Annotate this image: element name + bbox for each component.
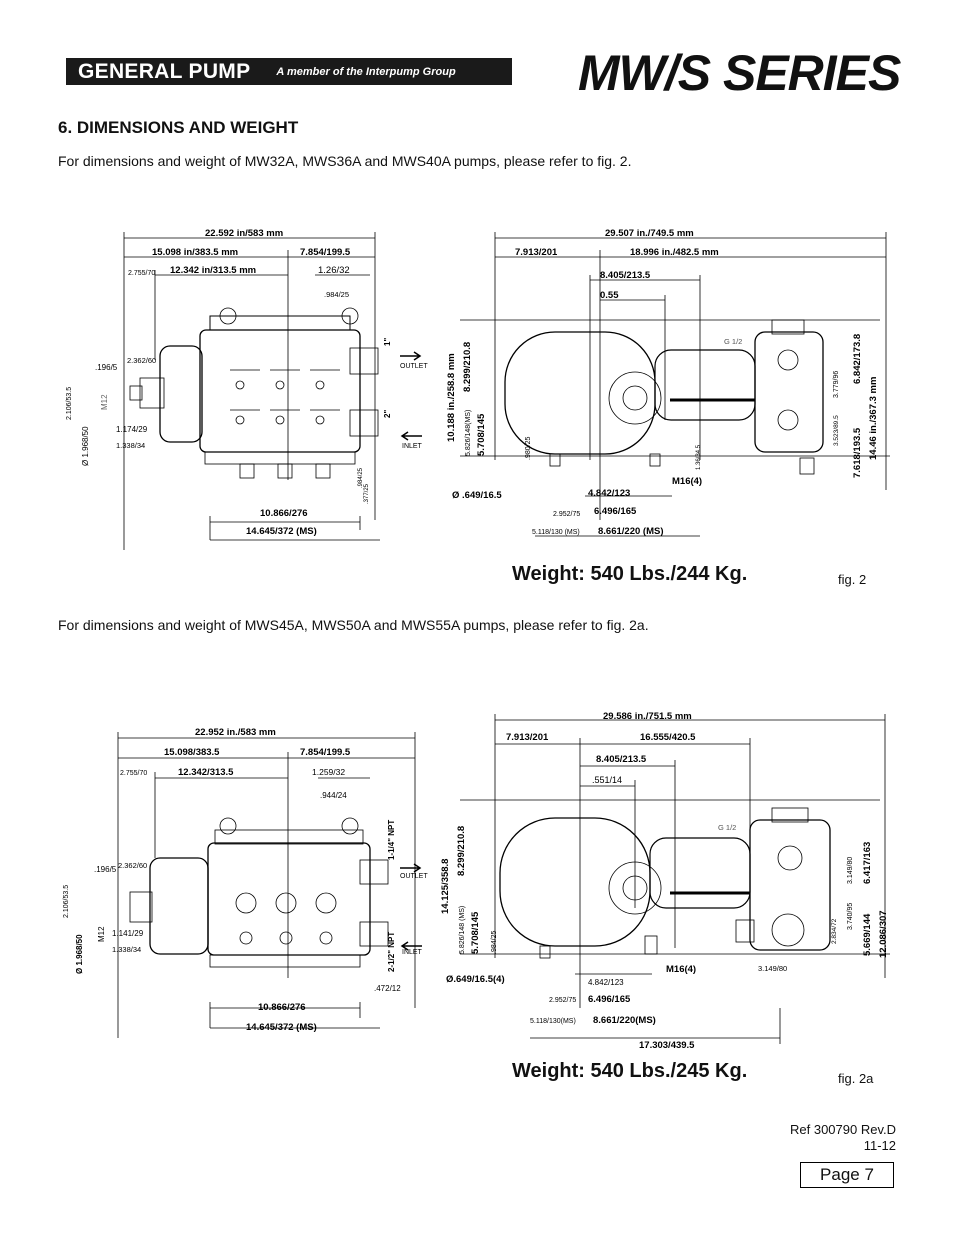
dim-label: 16.555/420.5 — [640, 732, 696, 743]
dim-label: 1.338/34 — [116, 441, 146, 450]
dim-label: 1.259/32 — [312, 767, 346, 777]
dim-label: 18.996 in./482.5 mm — [630, 247, 719, 258]
dim-label: 29.507 in./749.5 mm — [605, 228, 694, 239]
intro-fig2: For dimensions and weight of MW32A, MWS36A and MWS40A pumps, please refer to fig. 2. — [58, 153, 632, 169]
dim-label: M16(4) — [672, 476, 703, 487]
page-number: Page 7 — [800, 1162, 894, 1188]
dim-label: 8.405/213.5 — [600, 270, 651, 281]
port-label: 1-1/4" NPT — [387, 819, 396, 860]
series-title: MW/S SERIES — [578, 45, 901, 101]
dim-label: .944/24 — [320, 791, 347, 800]
dim-label: 14.645/372 (MS) — [246, 526, 317, 537]
dim-label: 3.740/95 — [847, 902, 854, 930]
dim-label: 2.362/60 — [127, 356, 157, 365]
dim-label: 6.842/173.8 — [852, 333, 863, 384]
dim-label: 10.188 in./258.8 mm — [446, 353, 457, 442]
dim-label: 8.661/220(MS) — [593, 1015, 656, 1026]
inlet-label: INLET — [402, 949, 422, 956]
dim-label: 1.338/34 — [112, 945, 142, 954]
dim-label: 8.299/210.8 — [462, 341, 473, 392]
brand-tagline: A member of the Interpump Group — [276, 65, 456, 78]
brand-bar — [66, 58, 512, 85]
dim-label: 17.303/439.5 — [639, 1040, 695, 1051]
dim-label: 5.826/148 (MS) — [459, 905, 466, 954]
dim-label: 7.913/201 — [515, 247, 558, 258]
g-label: G 1/2 — [724, 337, 743, 346]
dim-label: 6.496/165 — [588, 994, 631, 1005]
dim-label: 1.141/29 — [112, 929, 144, 938]
port-label: 2" — [383, 409, 392, 418]
dim-label: .472/12 — [374, 984, 401, 993]
dim-label: 5.118/130(MS) — [530, 1018, 576, 1025]
dim-label: 7.618/193.5 — [852, 427, 863, 478]
dim-label: M12 — [100, 394, 109, 410]
intro-fig2a: For dimensions and weight of MWS45A, MWS50A and MWS55A pumps, please refer to fig. 2a. — [58, 617, 649, 633]
dim-label: 5.826/148(MS) — [465, 409, 472, 456]
dim-label: 10.866/276 — [260, 508, 308, 519]
dim-label: 2.755/70 — [128, 270, 156, 277]
dim-label: M16(4) — [666, 964, 697, 975]
fig2-label: fig. 2 — [838, 572, 867, 587]
fig2a-drawing — [60, 708, 900, 1058]
dim-label: 2.106/53.5 — [63, 884, 70, 918]
dim-label: 5.669/144 — [862, 913, 873, 956]
dim-label: 2.106/53.5 — [66, 386, 73, 420]
dim-label: 6.417/163 — [862, 841, 873, 884]
dim-label: .984/25 — [491, 930, 498, 954]
dim-label: 0.55 — [600, 290, 619, 301]
dim-label: 3.523/89.5 — [833, 415, 840, 446]
dim-label: 2.755/70 — [120, 770, 148, 777]
dim-label: .984/25 — [324, 290, 350, 299]
dim-label: 2.362/60 — [118, 861, 148, 870]
dim-label: 8.405/213.5 — [596, 754, 647, 765]
dim-label: 2.952/75 — [549, 997, 577, 1004]
dim-label: M12 — [97, 926, 106, 942]
dim-label: 2.952/75 — [553, 511, 581, 518]
dim-label: 8.661/220 (MS) — [598, 526, 664, 537]
dim-label: .196/5 — [95, 363, 118, 372]
section-title: 6. DIMENSIONS AND WEIGHT — [58, 118, 299, 137]
ref-date: 11-12 — [863, 1138, 896, 1153]
dim-label: 3.149/80 — [847, 856, 854, 884]
fig2a-weight: Weight: 540 Lbs./245 Kg. — [512, 1060, 748, 1082]
dim-label: 2.834/72 — [831, 918, 838, 944]
port-label: 1" — [383, 337, 392, 346]
dim-label: 29.586 in./751.5 mm — [603, 711, 692, 722]
dim-label: 22.952 in./583 mm — [195, 727, 276, 738]
g-label: G 1/2 — [718, 823, 737, 832]
fig2-drawing — [60, 220, 900, 560]
dim-label: 5.708/145 — [470, 911, 481, 954]
dim-label: 1.36/34.5 — [696, 444, 702, 470]
dim-label: 4.842/123 — [588, 978, 624, 987]
dim-label: 1.26/32 — [318, 265, 350, 276]
port-label: 2-1/2" NPT — [387, 931, 396, 972]
dim-label: 5.118/130 (MS) — [532, 529, 580, 536]
dim-label: 12.086/307 — [878, 910, 889, 958]
dim-label: 14.645/372 (MS) — [246, 1022, 317, 1033]
outlet-label: OUTLET — [400, 873, 428, 880]
dim-label: 7.854/199.5 — [300, 247, 351, 258]
dim-label: 12.342/313.5 — [178, 767, 234, 778]
dim-label: 12.342 in/313.5 mm — [170, 265, 257, 276]
dim-label: 5.708/145 — [476, 413, 487, 456]
ref-number: Ref 300790 Rev.D — [790, 1122, 896, 1137]
dim-label: .377/25 — [364, 483, 370, 504]
dim-label: 14.46 in./367.3 mm — [868, 376, 879, 460]
dim-label: 7.854/199.5 — [300, 747, 351, 758]
dim-label: 22.592 in/583 mm — [205, 228, 284, 239]
fig2a-label: fig. 2a — [838, 1071, 874, 1086]
dim-label: 1.174/29 — [116, 425, 148, 434]
dim-label: .196/5 — [94, 865, 117, 874]
dim-label: Ø 1.968/50 — [75, 934, 84, 974]
brand-name: GENERAL PUMP — [78, 59, 251, 83]
dim-label: 6.496/165 — [594, 506, 637, 517]
dim-label: 14.125/358.8 — [440, 858, 451, 914]
outlet-label: OUTLET — [400, 363, 428, 370]
dim-label: .980/25 — [525, 436, 532, 460]
dim-label: Ø .649/16.5 — [452, 490, 502, 501]
dim-label: 15.098 in/383.5 mm — [152, 247, 239, 258]
inlet-label: INLET — [402, 443, 422, 450]
dim-label: 4.842/123 — [588, 488, 631, 499]
dim-label: 3.779/96 — [833, 370, 840, 398]
dim-label: .551/14 — [592, 775, 623, 785]
dim-label: 3.149/80 — [758, 964, 788, 973]
dim-label: Ø.649/16.5(4) — [446, 974, 505, 985]
dim-label: 15.098/383.5 — [164, 747, 220, 758]
doc-ref — [790, 1122, 896, 1154]
dim-label: 7.913/201 — [506, 732, 549, 743]
dim-label: Ø 1.968/50 — [81, 426, 90, 466]
fig2-weight: Weight: 540 Lbs./244 Kg. — [512, 563, 748, 585]
dim-label: 10.866/276 — [258, 1002, 306, 1013]
dim-label: 8.299/210.8 — [456, 825, 467, 876]
dim-label: .984/25 — [358, 467, 364, 488]
